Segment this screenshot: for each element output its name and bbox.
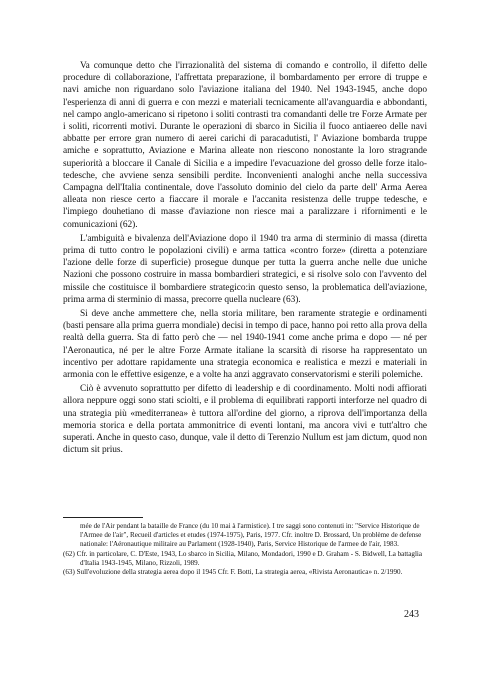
paragraph: Si deve anche ammettere che, nella storia militare, ben raramente strategie e ordinamenti (basti pensare alla prima guerra mondiale) decisi in tempo di pace, hanno poi retto alla prova della realtà della guerra. Sta di fatto però che — nel 1940-1941 come anche prima e dopo — né per l'Aeronautica, né per le altre Forze Armate italiane la scarsità di risorse ha rappresentato un incentivo per adottare rapidamente una strategia economica e realistica e mezzi e materiali in armonia con le effettive esigenze, e a volte ha anzi aggravato conservatorismi e sterili polemiche. — [63, 309, 427, 381]
footnote: (62) Cfr. in particolare, C. D'Este, 1943, Lo sbarco in Sicilia, Milano, Mondadori, 1990 e D. Graham - S. Bidwell, La battaglia d'Italia 1943-1945, Milano, Rizzoli, 1989. — [63, 549, 423, 567]
main-text — [63, 60, 427, 459]
footnote-separator — [63, 517, 143, 518]
footnotes — [63, 522, 427, 577]
page-number: 243 — [404, 609, 419, 620]
paragraph: Va comunque detto che l'irrazionalità del sistema di comando e controllo, il difetto delle procedure di collaborazione, l'affrettata preparazione, il bombardamento per errore di truppe e navi amiche non riguardano solo l'aviazione italiana del 1940. Nel 1943-1945, anche dopo l'esperienza di anni di guerra e con mezzi e materiali tecnicamente all'avanguardia e abbondanti, nel campo anglo-americano si ripetono i soliti contrasti tra comandanti delle tre Forze Armate per i soliti, ricorrenti motivi. Durante le operazioni di sbarco in Sicilia il fuoco antiaereo delle navi abbatte per errore gran numero di aerei carichi di paracadutisti, l' Aviazione bombarda truppe amiche e soprattutto, Aviazione e Marina alleate non riescono nonostante la loro stragrande superiorità a bloccare il Canale di Sicilia e a impedire l'evacuazione del grosso delle forze italo-tedesche, che avviene senza sensibili perdite. Inconvenienti analoghi anche nella successiva Campagna dell'Italia continentale, dove l'assoluto dominio del cielo da parte dell' Arma Aerea alleata non riesce certo a fiaccare il morale e l'accanita resistenza delle truppe tedesche, e l'impiego douhetiano di masse d'aviazione non riesce mai a paralizzare i rifornimenti e le comunicazioni (62). — [63, 61, 427, 230]
paragraph: Ciò è avvenuto soprattutto per difetto di leadership e di coordinamento. Molti nodi affiorati allora neppure oggi sono stati sciolti, e il problema di equilibrati rapporti interforze nel quadro di una strategia più «mediterranea» è tuttora all'ordine del giorno, a riprova dell'importanza della memoria storica e della portata ammonitrice di eventi lontani, ma ancora vivi e tutt'altro che superati. Anche in questo caso, dunque, vale il detto di Terenzio Nullum est jam dictum, quod non dictum sit prius. — [63, 384, 427, 456]
footnote: (63) Sull'evoluzione della strategia aerea dopo il 1945 Cfr. F. Botti, La strategia aerea, «Rivista Aeronautica» n. 2/1990. — [63, 568, 403, 577]
paragraph: L'ambiguità e bivalenza dell'Aviazione dopo il 1940 tra arma di sterminio di massa (diretta prima di tutto contro le popolazioni civili) e arma tattica «contro forze» (diretta a potenziare l'azione delle forze di superficie) prosegue dunque per tutta la guerra anche nelle due uniche Nazioni che possono costruire in massa bombardieri strategici, e si risolve solo con l'avvento del missile che costituisce il bombardiere strategico:in questo senso, la problematica dell'aviazione, prima arma di sterminio di massa, precorre quella nucleare (63). — [63, 233, 427, 305]
footnote: mée de l'Air pendant la bataille de France (du 10 mai à l'armistice). I tre saggi sono contenuti in: "Service Historique de l'Armee de l'air", Recueil d'articles et etudes (1974-1975), Paris, 1977. Cfr. inoltre D. Brossard, Un problème de defense nationale: l'Aéronautique militaire au Parlament (1928-1940), Paris, Service Historique de l'armee de l'air, 1983. — [80, 522, 422, 549]
